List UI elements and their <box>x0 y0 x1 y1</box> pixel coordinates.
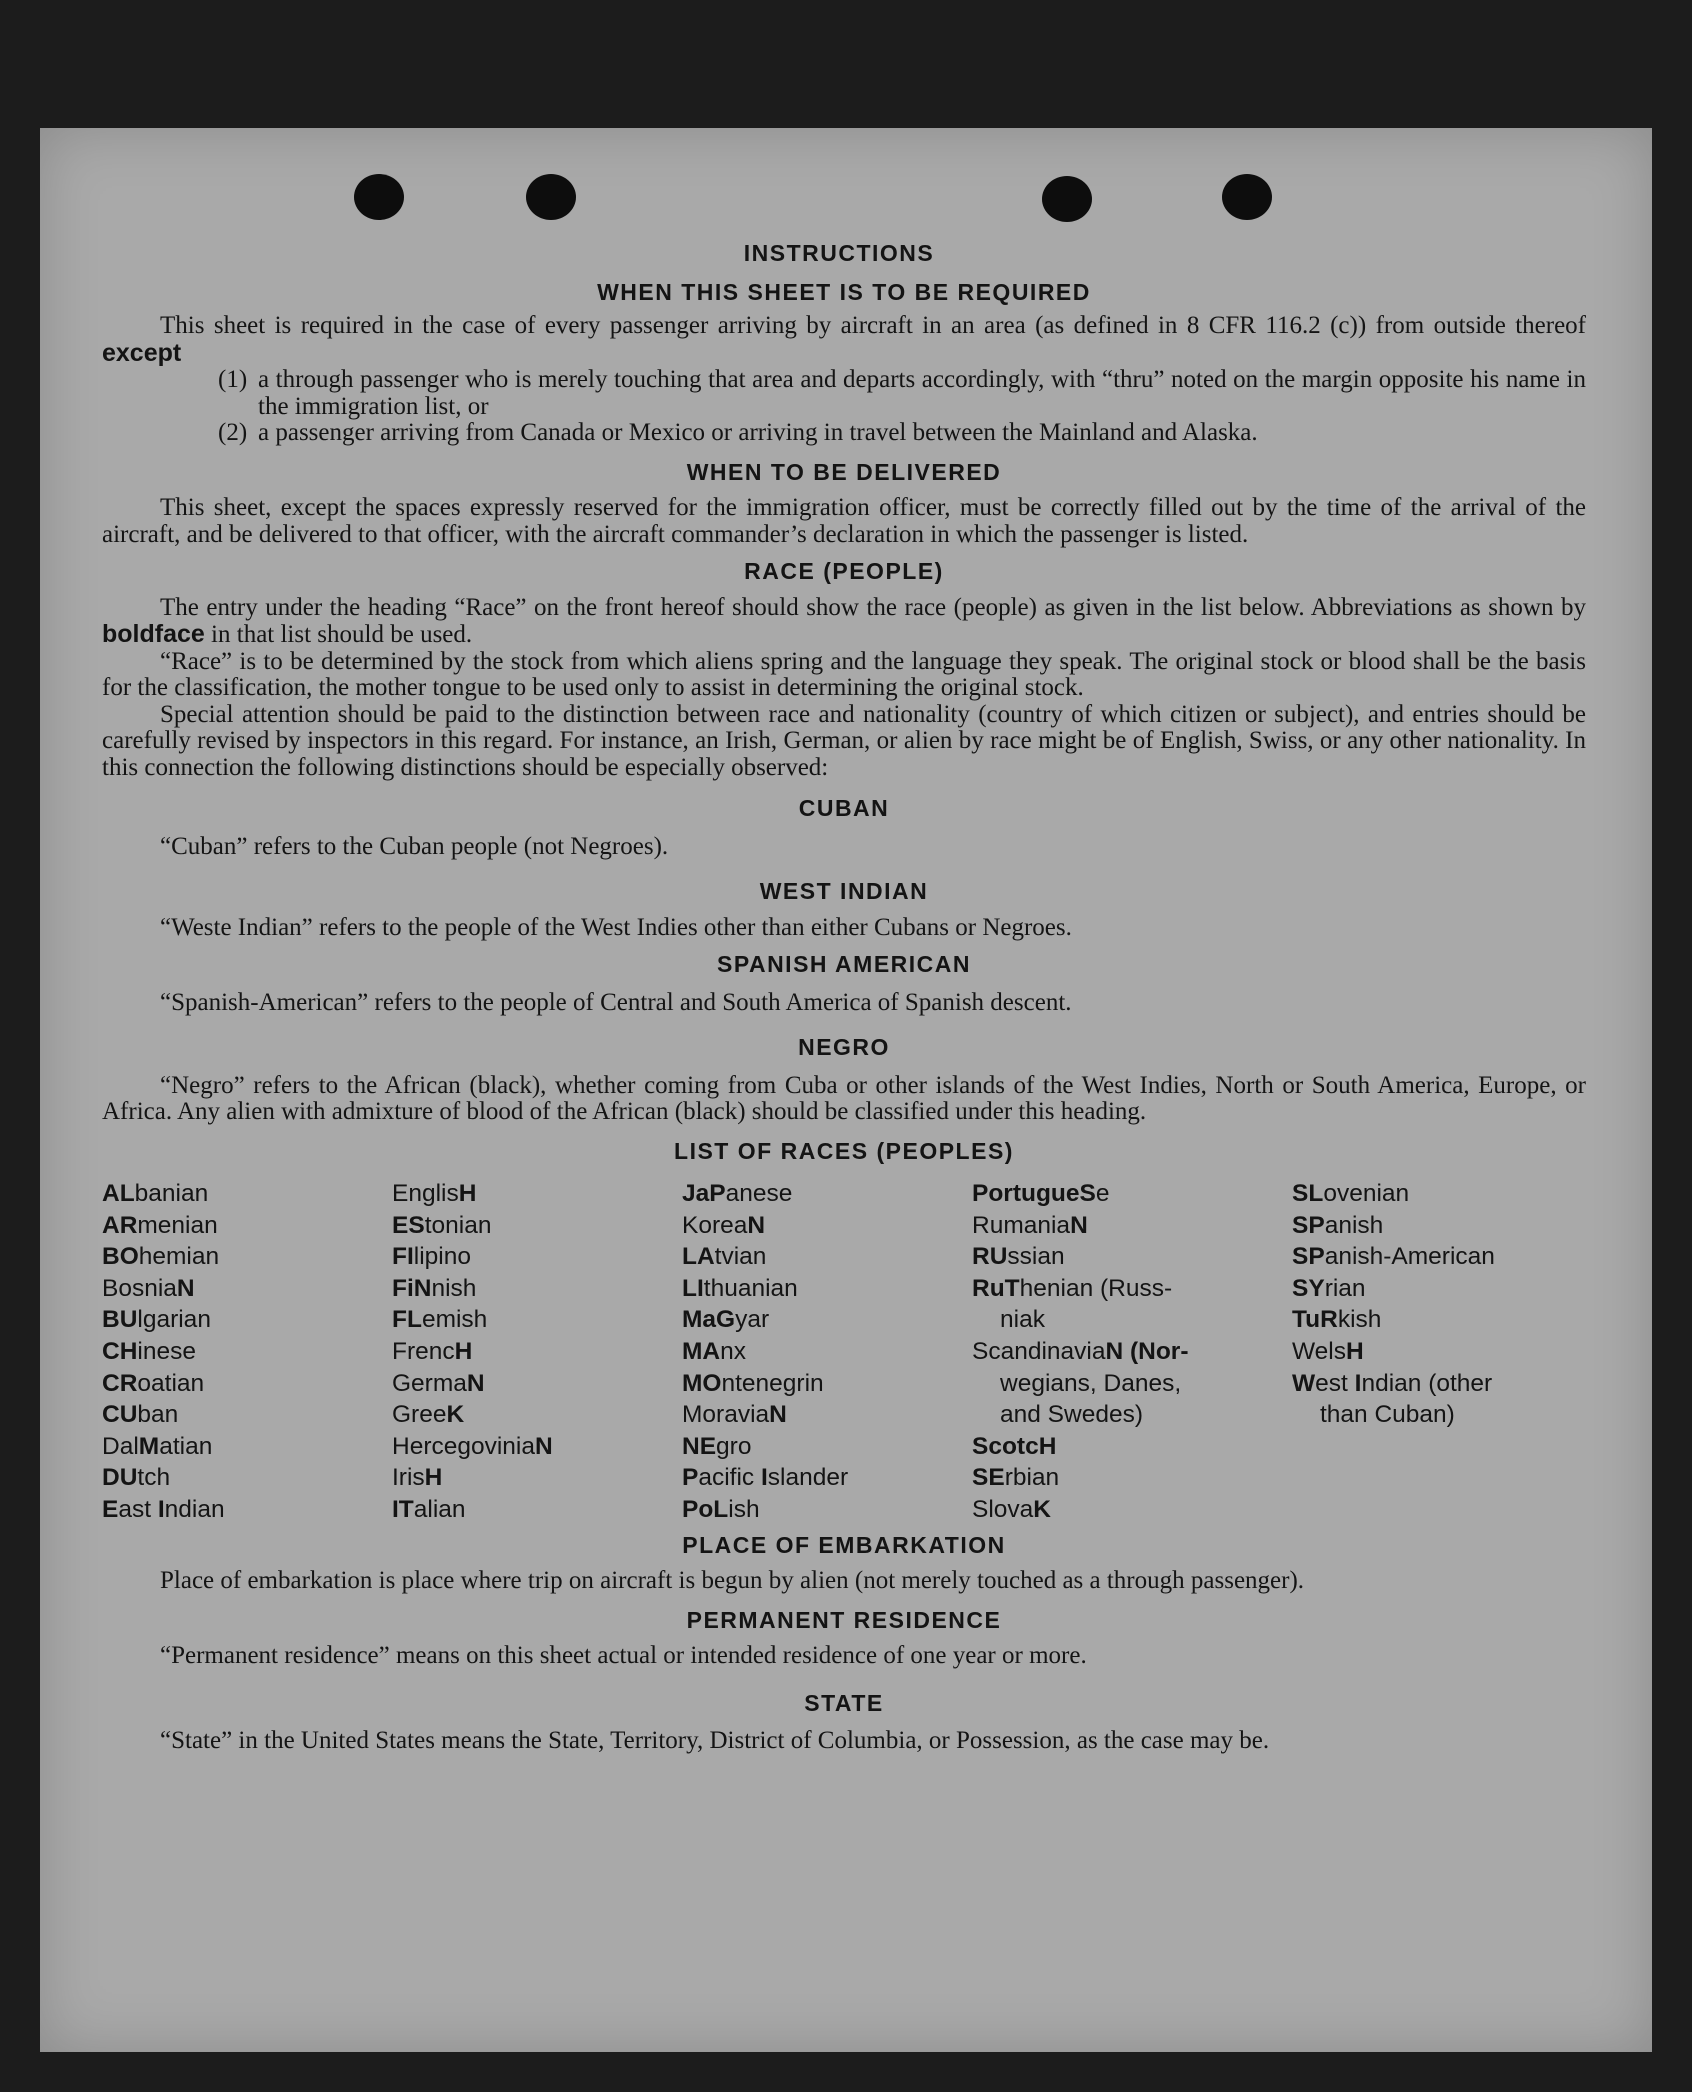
race-slovenian <box>1292 1178 1586 1210</box>
race-latvian <box>682 1241 972 1273</box>
race-text: M <box>138 1432 160 1460</box>
race-text: tch <box>137 1464 171 1492</box>
boldface-word: boldface <box>102 620 205 648</box>
race-text: N (Nor- <box>1105 1337 1189 1365</box>
race-korean <box>682 1210 972 1242</box>
race-text: ndian (other <box>1361 1369 1493 1397</box>
race-text: ast <box>118 1495 158 1523</box>
race-text: Moravia <box>682 1401 770 1429</box>
when-required-heading: WHEN THIS SHEET IS TO BE REQUIRED <box>597 278 1091 305</box>
race-pacific-islander <box>682 1462 972 1494</box>
race-serbian <box>972 1462 1292 1494</box>
spanish-american-text: “Spanish-American” refers to the people of Central and South America of Spanish descent. <box>160 988 1072 1016</box>
embarkation-text: Place of embarkation is place where trip on aircraft is begun by alien (not merely touched as a through passenger). <box>160 1567 1305 1595</box>
race-text: MO <box>682 1369 722 1397</box>
state-text: “State” in the United States means the State, Territory, District of Columbia, or Possession, as the case may be. <box>160 1727 1270 1755</box>
punch-hole <box>354 174 404 220</box>
west-indian-text: “Weste Indian” refers to the people of the West Indies other than either Cubans or Negroes. <box>160 913 1072 941</box>
race-manx <box>682 1336 972 1368</box>
west-indian-heading: WEST INDIAN <box>759 878 929 904</box>
race-dalmatian <box>102 1431 392 1463</box>
race-croatian <box>102 1368 392 1400</box>
race-text: W <box>1292 1369 1316 1397</box>
residence-text: “Permanent residence” means on this sheet actual or intended residence of one year or more. <box>160 1642 1087 1670</box>
race-text: nish <box>431 1274 477 1302</box>
document-sheet <box>40 128 1652 2052</box>
race-rumanian <box>972 1210 1292 1242</box>
race-text: N <box>769 1401 787 1429</box>
required-intro <box>102 313 1586 367</box>
delivered-text: This sheet, except the spaces expressly reserved for the immigration officer, must be correctly filled out by the time of the arrival of the aircraft, and be delivered to that officer, with the aircraft commander’s declaration in which the passenger is listed. <box>102 494 1586 548</box>
race-text: in that list should be used. <box>204 621 473 648</box>
race-text: LI <box>682 1274 704 1302</box>
races-column-1 <box>102 1178 392 1526</box>
race-text: H <box>1346 1337 1364 1365</box>
spanish-american-heading: SPANISH AMERICAN <box>716 951 971 977</box>
race-text: SP <box>1292 1211 1325 1239</box>
races-list <box>102 1178 1586 1526</box>
race-text: anese <box>725 1180 793 1207</box>
race-text: henian (Russ- <box>1019 1274 1173 1302</box>
race-text: N <box>747 1211 766 1239</box>
race-text: N <box>1070 1211 1088 1239</box>
race-text: Iris <box>392 1464 425 1492</box>
race-text: BO <box>102 1243 139 1271</box>
race-text: Englis <box>392 1180 459 1207</box>
race-text: H <box>424 1464 443 1492</box>
race-text: TuR <box>1292 1306 1338 1334</box>
race-text: SP <box>1292 1243 1325 1271</box>
race-text: inese <box>137 1337 196 1365</box>
race-text: menian <box>137 1211 218 1239</box>
instructions-heading: INSTRUCTIONS <box>743 240 935 266</box>
race-flemish <box>392 1304 682 1336</box>
race-bosnian <box>102 1273 392 1305</box>
race-slovak <box>972 1494 1292 1526</box>
race-text: ban <box>137 1401 179 1429</box>
race-portuguese <box>972 1178 1292 1210</box>
races-column-4 <box>972 1178 1292 1526</box>
when-delivered-heading: WHEN TO BE DELIVERED <box>686 458 1002 485</box>
race-text: Bosnia <box>102 1274 177 1302</box>
punch-hole <box>526 174 576 220</box>
race-text: nx <box>720 1337 746 1365</box>
punch-hole <box>1222 174 1272 220</box>
race-text: K <box>446 1401 465 1429</box>
required-item-1 <box>218 367 1586 420</box>
race-text: rian <box>1324 1274 1366 1302</box>
race-text: Rumania <box>972 1211 1071 1239</box>
races-column-5 <box>1292 1178 1586 1526</box>
negro-heading: NEGRO <box>798 1034 890 1060</box>
race-text: FL <box>392 1306 422 1334</box>
race-scotch <box>972 1431 1292 1463</box>
race-text: Gree <box>392 1401 447 1429</box>
race-text: ssian <box>1007 1243 1065 1271</box>
race-french <box>392 1336 682 1368</box>
race-negro <box>682 1431 972 1463</box>
race-text: I <box>760 1464 768 1492</box>
race-text: Germa <box>392 1369 467 1397</box>
race-paragraph-1 <box>102 595 1586 649</box>
race-text: SL <box>1292 1180 1324 1207</box>
race-spanish <box>1292 1210 1586 1242</box>
race-text: e <box>1095 1180 1110 1207</box>
race-text: CR <box>102 1369 138 1397</box>
race-magyar <box>682 1304 972 1336</box>
race-text: lgarian <box>137 1306 211 1334</box>
race-text: AR <box>102 1211 138 1239</box>
race-text: RuT <box>972 1274 1020 1302</box>
race-text: atian <box>159 1432 213 1460</box>
race-polish <box>682 1494 972 1526</box>
race-text: Scandinavia <box>972 1337 1106 1365</box>
race-text: P <box>682 1464 699 1492</box>
item-text: a passenger arriving from Canada or Mexico or arriving in travel between the Mainland and Alaska. <box>258 419 1258 446</box>
race-text: thuanian <box>703 1274 798 1302</box>
race-text: kish <box>1337 1306 1382 1334</box>
race-finnish <box>392 1273 682 1305</box>
race-welsh <box>1292 1336 1586 1368</box>
race-text: oatian <box>137 1369 205 1397</box>
state-heading: STATE <box>804 1689 884 1716</box>
race-filipino <box>392 1241 682 1273</box>
race-armenian <box>102 1210 392 1242</box>
race-text: N <box>466 1369 485 1397</box>
race-scandinavian-cont: and Swedes) <box>1000 1401 1144 1429</box>
race-hercegovinian <box>392 1431 682 1463</box>
race-west-indian-cont: than Cuban) <box>1320 1401 1455 1429</box>
race-text: Frenc <box>392 1337 455 1365</box>
race-spanish-american <box>1292 1241 1586 1273</box>
race-text: acific <box>698 1464 761 1492</box>
permanent-residence-heading: PERMANENT RESIDENCE <box>686 1606 1002 1633</box>
race-text: emish <box>421 1306 488 1334</box>
race-ruthenian-cont: niak <box>1000 1306 1045 1334</box>
race-text: yar <box>735 1306 770 1334</box>
race-text: H <box>454 1337 473 1365</box>
cuban-heading: CUBAN <box>798 795 890 821</box>
race-syrian <box>1292 1273 1586 1305</box>
place-of-embarkation-heading: PLACE OF EMBARKATION <box>682 1531 1006 1558</box>
race-paragraph-2: “Race” is to be determined by the stock from which aliens spring and the language they speak. The original stock or blood shall be the basis for the classification, the mother tongue to be used only to assist in determining the original stock. <box>102 647 1586 701</box>
item-text: a through passenger who is merely touching that area and departs accordingly, with “thru” noted on the margin opposite his name in the immigration list, or <box>258 366 1586 420</box>
race-montenegrin <box>682 1368 972 1400</box>
race-text: tvian <box>714 1243 767 1271</box>
race-text: slander <box>767 1464 849 1492</box>
race-text: FI <box>392 1243 414 1271</box>
race-text: ndian <box>164 1495 225 1523</box>
race-text: K <box>1033 1495 1051 1523</box>
race-german <box>392 1368 682 1400</box>
race-text: BU <box>102 1306 138 1334</box>
race-text: N <box>176 1274 195 1302</box>
race-italian <box>392 1494 682 1526</box>
race-greek <box>392 1399 682 1431</box>
race-paragraph-3: Special attention should be paid to the distinction between race and nationality (country of which citizen or subject), and entries should be carefully revised by inspectors in this regard. For instance, an Irish, German, or alien by race might be of English, Swiss, or any other nationality. In this connection the following distinctions should be especially observed: <box>102 700 1586 781</box>
race-text: CU <box>102 1401 138 1429</box>
race-english <box>392 1178 682 1210</box>
race-text: alian <box>413 1495 466 1523</box>
race-text: anish <box>1324 1211 1384 1239</box>
negro-text: “Negro” refers to the African (black), whether coming from Cuba or other islands of the West Indies, North or South America, Europe, or Africa. Any alien with admixture of blood of the African (black) should be classified under this heading. <box>102 1071 1586 1125</box>
race-text: The entry under the heading “Race” on the front hereof should show the race (people) as given in the list below. Abbreviations as shown by <box>160 593 1586 621</box>
punch-hole <box>1042 176 1092 222</box>
race-text: I <box>1354 1369 1362 1397</box>
list-of-races-heading: LIST OF RACES (PEOPLES) <box>674 1137 1014 1164</box>
race-text: ish <box>728 1495 760 1523</box>
races-column-3 <box>682 1178 972 1526</box>
race-text: SY <box>1292 1274 1325 1302</box>
race-text: banian <box>134 1180 209 1207</box>
race-heading: RACE (PEOPLE) <box>744 558 944 584</box>
race-text: NE <box>682 1432 717 1460</box>
race-text: AL <box>102 1180 135 1207</box>
race-text: PoL <box>682 1495 729 1523</box>
race-text: rbian <box>1004 1464 1060 1492</box>
race-text: N <box>535 1432 553 1460</box>
race-text: CH <box>102 1337 138 1365</box>
race-text: ntenegrin <box>721 1369 824 1397</box>
item-number: (2) <box>218 419 248 446</box>
cuban-text: “Cuban” refers to the Cuban people (not Negroes). <box>160 832 669 860</box>
race-chinese <box>102 1336 392 1368</box>
race-russian <box>972 1241 1292 1273</box>
race-text: tonian <box>424 1211 492 1239</box>
race-text: SE <box>972 1464 1005 1492</box>
race-text: ScotcH <box>972 1432 1057 1460</box>
race-bulgarian <box>102 1304 392 1336</box>
race-text: anish-American <box>1324 1243 1495 1271</box>
race-text: JaP <box>682 1180 726 1207</box>
race-text: E <box>102 1495 119 1523</box>
race-east-indian <box>102 1494 392 1526</box>
race-irish <box>392 1462 682 1494</box>
race-ruthenian <box>972 1273 1292 1305</box>
race-text: Dal <box>102 1432 139 1460</box>
race-text: Korea <box>682 1211 748 1239</box>
race-text: DU <box>102 1464 138 1492</box>
race-text: MaG <box>682 1306 736 1334</box>
race-moravian <box>682 1399 972 1431</box>
race-text: Wels <box>1292 1337 1347 1365</box>
race-text: I <box>157 1495 165 1523</box>
race-west-indian <box>1292 1368 1586 1400</box>
race-text: est <box>1315 1369 1355 1397</box>
race-lithuanian <box>682 1273 972 1305</box>
item-number: (1) <box>218 366 248 393</box>
race-scandinavian <box>972 1336 1292 1368</box>
race-text: Hercegovinia <box>392 1432 535 1460</box>
race-scandinavian-cont: wegians, Danes, <box>1000 1369 1182 1397</box>
race-text: hemian <box>138 1243 220 1271</box>
race-japanese <box>682 1178 972 1210</box>
race-text: ES <box>392 1211 425 1239</box>
required-intro-text: This sheet is required in the case of every passenger arriving by aircraft in an area (as defined in 8 CFR 116.2 (c)) from outside thereof <box>160 312 1586 339</box>
race-text: gro <box>716 1432 752 1460</box>
race-text: H <box>458 1180 477 1207</box>
race-albanian <box>102 1178 392 1210</box>
instructions-content <box>102 240 1586 1755</box>
race-text: IT <box>392 1495 414 1523</box>
race-text: RU <box>972 1243 1008 1271</box>
race-text: ovenian <box>1323 1180 1410 1207</box>
race-text: Slova <box>972 1495 1034 1523</box>
race-text: lipino <box>413 1243 471 1271</box>
race-estonian <box>392 1210 682 1242</box>
race-text: PortugueS <box>972 1180 1096 1207</box>
races-column-2 <box>392 1178 682 1526</box>
race-cuban <box>102 1399 392 1431</box>
race-text: LA <box>682 1243 715 1271</box>
required-item-2 <box>218 420 1586 447</box>
race-turkish <box>1292 1304 1586 1336</box>
except-bold: except <box>102 338 182 367</box>
race-bohemian <box>102 1241 392 1273</box>
race-dutch <box>102 1462 392 1494</box>
race-text: FiN <box>392 1274 432 1302</box>
race-text: MA <box>682 1337 721 1365</box>
